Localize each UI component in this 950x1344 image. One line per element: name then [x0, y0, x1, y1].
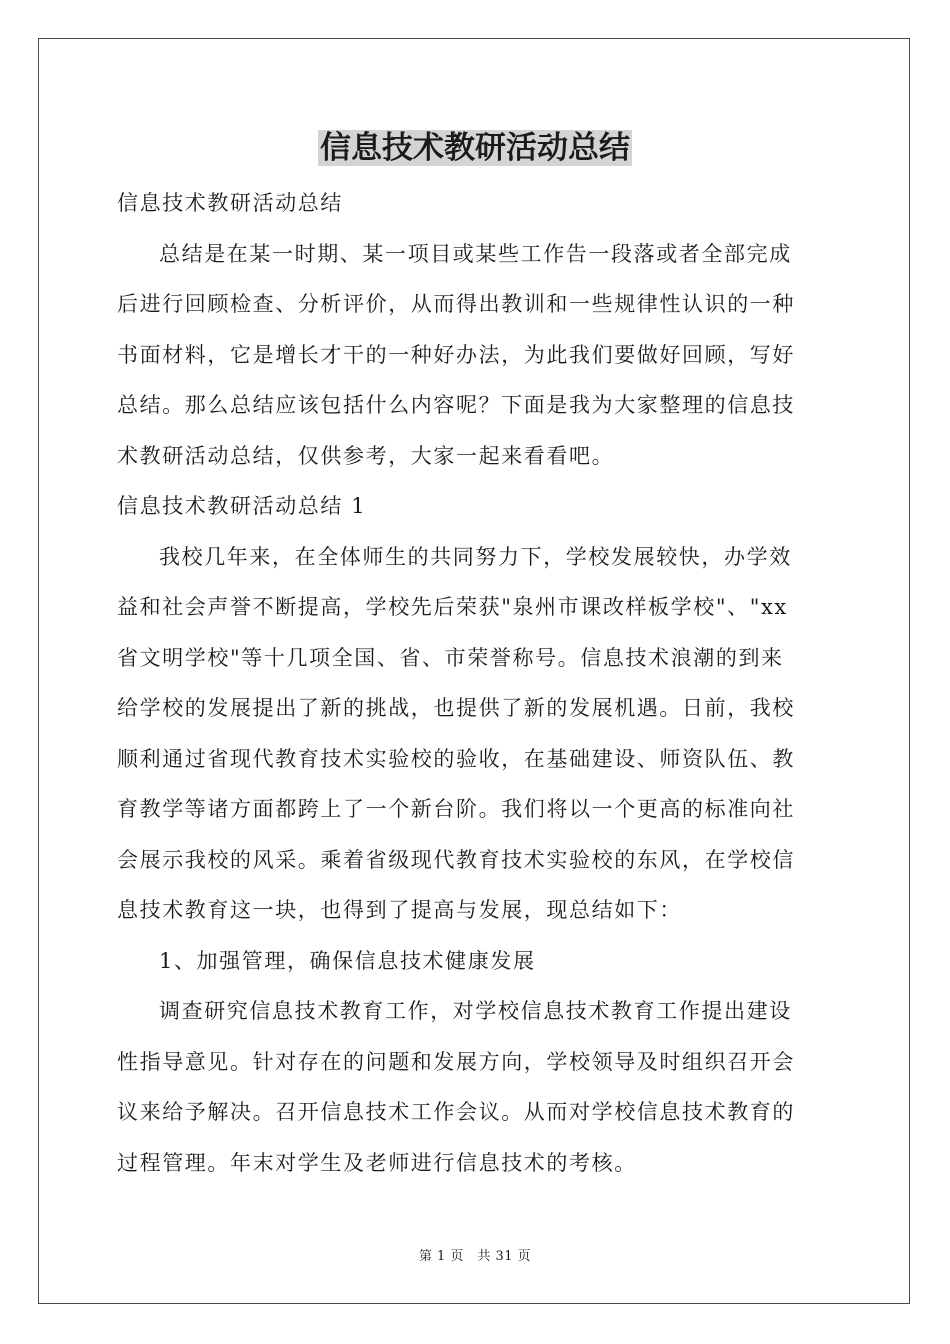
body-line: 息技术教育这一块，也得到了提高与发展，现总结如下：	[117, 898, 682, 922]
intro-line: 术教研活动总结，仅供参考，大家一起来看看吧。	[117, 443, 615, 468]
document-title	[0, 124, 950, 172]
document-title-text: 信息技术教研活动总结	[320, 130, 630, 166]
intro-paragraph	[117, 229, 835, 482]
point-heading: 1、加强管理，确保信息技术健康发展	[159, 948, 536, 973]
intro-line: 后进行回顾检查、分析评价，从而得出教训和一些规律性认识的一种	[117, 292, 795, 316]
body-line: 会展示我校的风采。乘着省级现代教育技术实验校的东风，在学校信	[117, 847, 795, 872]
body-paragraph	[117, 532, 835, 936]
body-line: 省文明学校"等十几项全国、省、市荣誉称号。信息技术浪潮的到来	[117, 645, 784, 670]
point-line: 调查研究信息技术教育工作，对学校信息技术教育工作提出建设	[159, 999, 792, 1023]
intro-line: 书面材料，它是增长才干的一种好办法，为此我们要做好回顾，写好	[117, 342, 795, 367]
intro-line: 总结。那么总结应该包括什么内容呢？下面是我为大家整理的信息技	[117, 393, 795, 417]
document-body	[117, 178, 835, 1188]
body-line: 我校几年来，在全体师生的共同努力下，学校发展较快，办学效	[159, 544, 792, 569]
page-footer: 第 1 页 共 31 页	[418, 1249, 532, 1264]
document-subtitle: 信息技术教研活动总结	[117, 191, 343, 215]
body-line: 顺利通过省现代教育技术实验校的验收，在基础建设、师资队伍、教	[117, 746, 795, 771]
section-heading: 信息技术教研活动总结 1	[117, 494, 367, 518]
point-paragraph	[117, 986, 835, 1188]
intro-line: 总结是在某一时期、某一项目或某些工作告一段落或者全部完成	[159, 241, 792, 266]
point-line: 过程管理。年末对学生及老师进行信息技术的考核。	[117, 1150, 637, 1175]
body-line: 育教学等诸方面都跨上了一个新台阶。我们将以一个更高的标准向社	[117, 797, 795, 821]
point-line: 议来给予解决。召开信息技术工作会议。从而对学校信息技术教育的	[117, 1100, 795, 1124]
body-line: 给学校的发展提出了新的挑战，也提供了新的发展机遇。日前，我校	[117, 696, 795, 720]
point-line: 性指导意见。针对存在的问题和发展方向，学校领导及时组织召开会	[117, 1049, 795, 1074]
body-line: 益和社会声誉不断提高，学校先后荣获"泉州市课改样板学校"、"xx	[117, 595, 788, 619]
